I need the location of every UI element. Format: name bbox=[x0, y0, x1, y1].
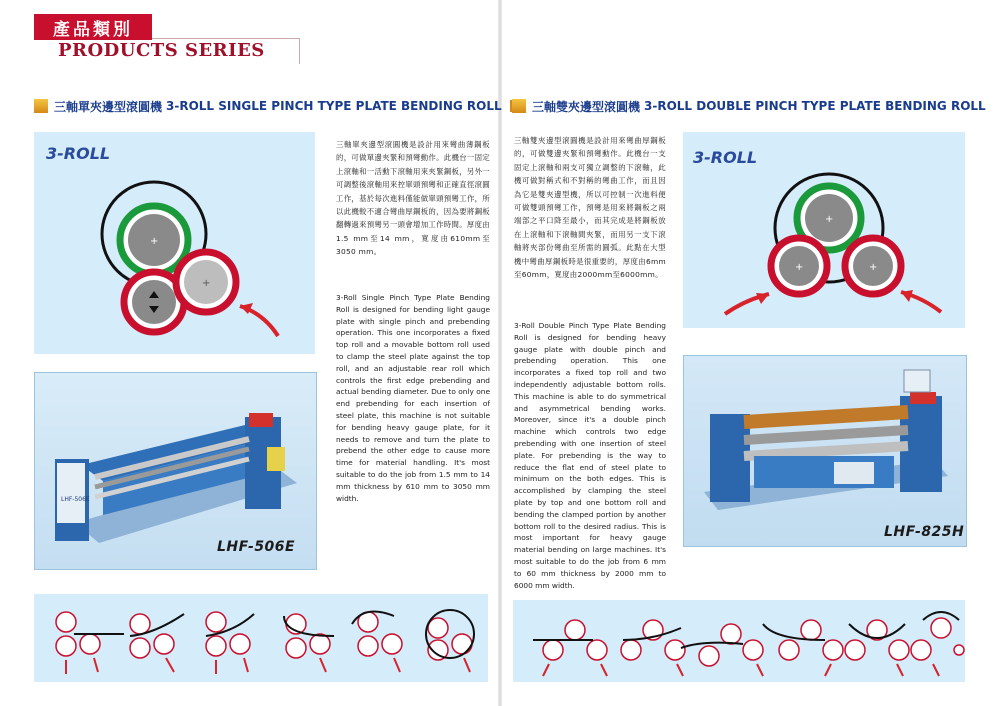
lhf-506e-photo bbox=[34, 372, 317, 570]
svg-text:+: + bbox=[825, 214, 834, 225]
left-section-title bbox=[34, 97, 502, 115]
right-description-en bbox=[514, 320, 666, 591]
right-section-title bbox=[512, 97, 986, 115]
right-title-en: 3-ROLL DOUBLE PINCH TYPE PLATE BENDING ROLL bbox=[644, 99, 986, 113]
right-model-label: LHF-825H bbox=[884, 524, 965, 540]
left-title-en: 3-ROLL SINGLE PINCH TYPE PLATE BENDING ROLL bbox=[166, 99, 502, 113]
double-pinch-roll-diagram bbox=[683, 132, 965, 328]
left-diagram-label: 3-ROLL bbox=[46, 144, 111, 163]
category-tag: 產品類別 bbox=[34, 14, 152, 40]
lhf-825h-photo bbox=[683, 355, 967, 547]
right-roll-diagram bbox=[683, 132, 965, 328]
right-process-steps bbox=[513, 600, 965, 682]
lhf-825h-machine-illustration bbox=[684, 356, 966, 546]
left-description-zh-text: 三軸單夾邊型滾圓機是設計用來彎曲薄鋼板的，可做單邊夾緊和預彎動作。此機台一固定上滾軸和一活動下滾軸用來夾緊鋼板，另外一可調整後滾軸用來控單頭預彎和正確直徑滾圓工作，基於每次進料僅能做單頭預彎工作，所以此機較不適合彎曲厚鋼板的，因為要將鋼板翻轉過來預彎另一頭會增加工作時間。厚度由1.5 mm至14 mm，寬度由610mm至3050 mm。 bbox=[336, 140, 490, 257]
left-description-zh bbox=[336, 138, 490, 259]
right-diagram-label: 3-ROLL bbox=[693, 148, 758, 167]
left-description-en-text: 3-Roll Single Pinch Type Plate Bending Roll is designed for bending light gauge plate with single pinch and prebending operation. This one incorporates a fixed top roll and a movable bottom roll used to clamp the steel plate against the top roll, and an adjustable rear roll which controls the first edge prebending and actual bending diameter. Due to only one end prebending for each insertion of steel plate, this machine is not suitable for bending heavy gauge plate, for it needs to remove and turn the plate to prebend the other edge to cause more time for material handling. It's most suitable to do the job from 1.5 mm to 14 mm thickness by 610 mm to 3050 mm width. bbox=[336, 293, 490, 503]
left-process-steps bbox=[34, 594, 488, 682]
svg-text:+: + bbox=[150, 236, 159, 247]
left-model-label: LHF-506E bbox=[217, 539, 296, 555]
right-title-zh: 三軸雙夾邊型滾圓機 bbox=[532, 99, 641, 114]
left-description-en bbox=[336, 292, 490, 504]
double-pinch-process-diagram bbox=[513, 600, 965, 682]
svg-text:+: + bbox=[869, 262, 878, 273]
title-marker-icon bbox=[512, 99, 526, 113]
right-description-zh bbox=[514, 134, 666, 281]
title-marker-icon bbox=[34, 99, 48, 113]
single-pinch-roll-diagram bbox=[34, 132, 315, 354]
svg-text:+: + bbox=[795, 262, 804, 273]
right-description-zh-text: 三軸雙夾邊型滾圓機是設計用來彎曲厚鋼板的，可做雙邊夾緊和預彎動作。此機台一支固定上滾軸和兩支可獨立調整的下滾軸，此機可做對稱式和不對稱的彎曲工作，而且因為它是雙夾邊型機，所以可控制一次進料便可做雙頭預彎工作，預彎是用來將鋼板之兩端部之平口降至最小，而其完成是將鋼板放在上滾軸和下滾軸間夾緊，而用另一支下滾軸將夾部份彎曲至所需的圓弧。此點在大型機中彎曲厚鋼板時是很重要的，厚度由6mm至60mm，寬度由2000mm至6000mm。 bbox=[514, 136, 666, 280]
machine-badge: LHF-506E bbox=[61, 496, 90, 503]
svg-text:+: + bbox=[202, 278, 211, 289]
right-description-en-text: 3-Roll Double Pinch Type Plate Bending Roll is designed for bending heavy gauge plate with double pinch and prebending operation. This one incorporates a fixed top roll and two independently adjustable bottom rolls. This machine is able to do symmetrical and asymmetrical bending works. Moreover, since it's a double pinch machine which controls two edge prebending with one insertion of steel plate. For prebending is the way to reduce the flat end of steel plate to minimum on the both edges. This is accomplished by clamping the steel plate by top and one bottom roll and bending the clamped portion by another bottom roll to the desired radius. This is most important for heavy gauge material bending on large machines. It's most suitable to do the job from 6 mm to 60 mm thickness by 2000 mm to 6000 mm width. bbox=[514, 321, 666, 590]
left-title-zh: 三軸單夾邊型滾圓機 bbox=[54, 99, 163, 114]
left-roll-diagram bbox=[34, 132, 315, 354]
products-series-title: PRODUCTS SERIES bbox=[58, 40, 265, 61]
single-pinch-process-diagram bbox=[34, 594, 488, 682]
